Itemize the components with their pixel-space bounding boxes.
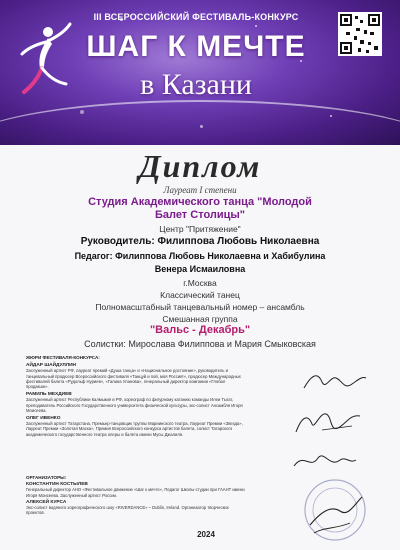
city: г.Москва	[183, 278, 217, 288]
center-name: Центр "Притяжение"	[159, 224, 241, 234]
jury-member-bio: Заслуженный артист Республики Калмыкия и РФ, хореограф по фигурному катанию команды Илеи Тыгат, преподаватель Российского Государственного университета физической культуры, экс-солист Ансамбля Игоря Моисеева.	[26, 397, 243, 413]
laureate-degree: Лауреат I степени	[163, 185, 237, 195]
jury-member-bio: Заслуженный артист РФ, лауреат премий «Душа танца» и «Национальное достояние», руководитель и танцевальный продюсер Всероссийского фестиваля «Танцуй и пой, моя Россия!», продюсер Международных фестивалей балета «Рудольф Нуриев», «Галина Уланова», генеральный директор компании «Глобал продакшн».	[26, 368, 241, 390]
jury-member-name: РАМИЛЬ МЕХДИЕВ	[26, 392, 72, 398]
organizer-bio: Экс-солист водяного хореографического шоу «RIVERDANCE» – Dublin, Ireland. Организатор творческих проектов.	[26, 505, 229, 516]
diploma-title: Диплом	[138, 148, 262, 184]
studio-name-line2: Балет Столицы"	[154, 209, 246, 221]
age-group: Смешанная группа	[162, 314, 238, 324]
soloists: Солистки: Мирослава Филиппова и Мария Смыковская	[84, 339, 316, 349]
festival-city: в Казани	[140, 68, 252, 101]
teacher-line2: Венера Исмаиловна	[154, 264, 246, 274]
genre: Классический танец	[160, 290, 240, 300]
jury-member-bio: Заслуженный артист Татарстана, Премьер-танцовщик труппы Мариинского театра, Лауреат Премии «Звезда», Лауреат Премии «Золотая Маска», Премия Всероссийского конкурса артистов балета, солист Татарского академического государственного театра оперы и балета имени Мусы Джалиля.	[26, 421, 243, 437]
decorative-curve	[0, 100, 400, 145]
dance-title: "Вальс - Декабрь"	[149, 324, 251, 336]
header-banner	[0, 0, 400, 145]
jury-member-name: ОЛЕГ ИВЕНКО	[26, 416, 61, 422]
signature-icon	[290, 448, 360, 474]
organizers-section	[26, 475, 246, 515]
jury-heading: ЖЮРИ ФЕСТИВАЛЯ-КОНКУРСА:	[26, 355, 100, 360]
teacher-line1: Педагог: Филиппова Любовь Николаевна и Хабибулина	[74, 251, 326, 261]
organizers-heading: ОРГАНИЗАТОРЫ:	[26, 475, 67, 480]
festival-subtitle: III ВСЕРОССИЙСКИЙ ФЕСТИВАЛЬ-КОНКУРС	[93, 12, 299, 22]
qr-pattern	[340, 14, 380, 54]
festival-title: ШАГ К МЕЧТЕ	[86, 30, 306, 63]
leader-name: Руководитель: Филиппова Любовь Николаевна	[80, 236, 320, 247]
jury-section	[26, 355, 246, 437]
organizer-bio: Генеральный директор АНО «Фестивальное движение «Шаг к мечте», Педагог Школы-студии при ГААНТ имени Игоря Моисеева. Заслуженный артист России.	[26, 487, 245, 498]
year: 2024	[197, 530, 215, 539]
teacher-names	[30, 250, 370, 276]
jury-member-name: АЙДАР ШАЙДУЛЛИН	[26, 363, 76, 369]
qr-code-icon	[338, 12, 382, 56]
studio-name-line1: Студия Академического танца "Молодой	[88, 196, 312, 208]
organizer-name: КОНСТАНТИН КОСТЫЛЕВ	[26, 482, 88, 488]
nomination: Полномасштабный танцевальный номер – ансамбль	[95, 302, 305, 312]
sparkle-icon	[255, 25, 257, 27]
stamp-icon	[300, 475, 370, 545]
signature-icon	[300, 368, 370, 396]
organizer-name: АЛЕКСЕЙ КУРСА	[26, 499, 67, 505]
signature-icon	[292, 408, 364, 438]
studio-name	[30, 196, 370, 222]
